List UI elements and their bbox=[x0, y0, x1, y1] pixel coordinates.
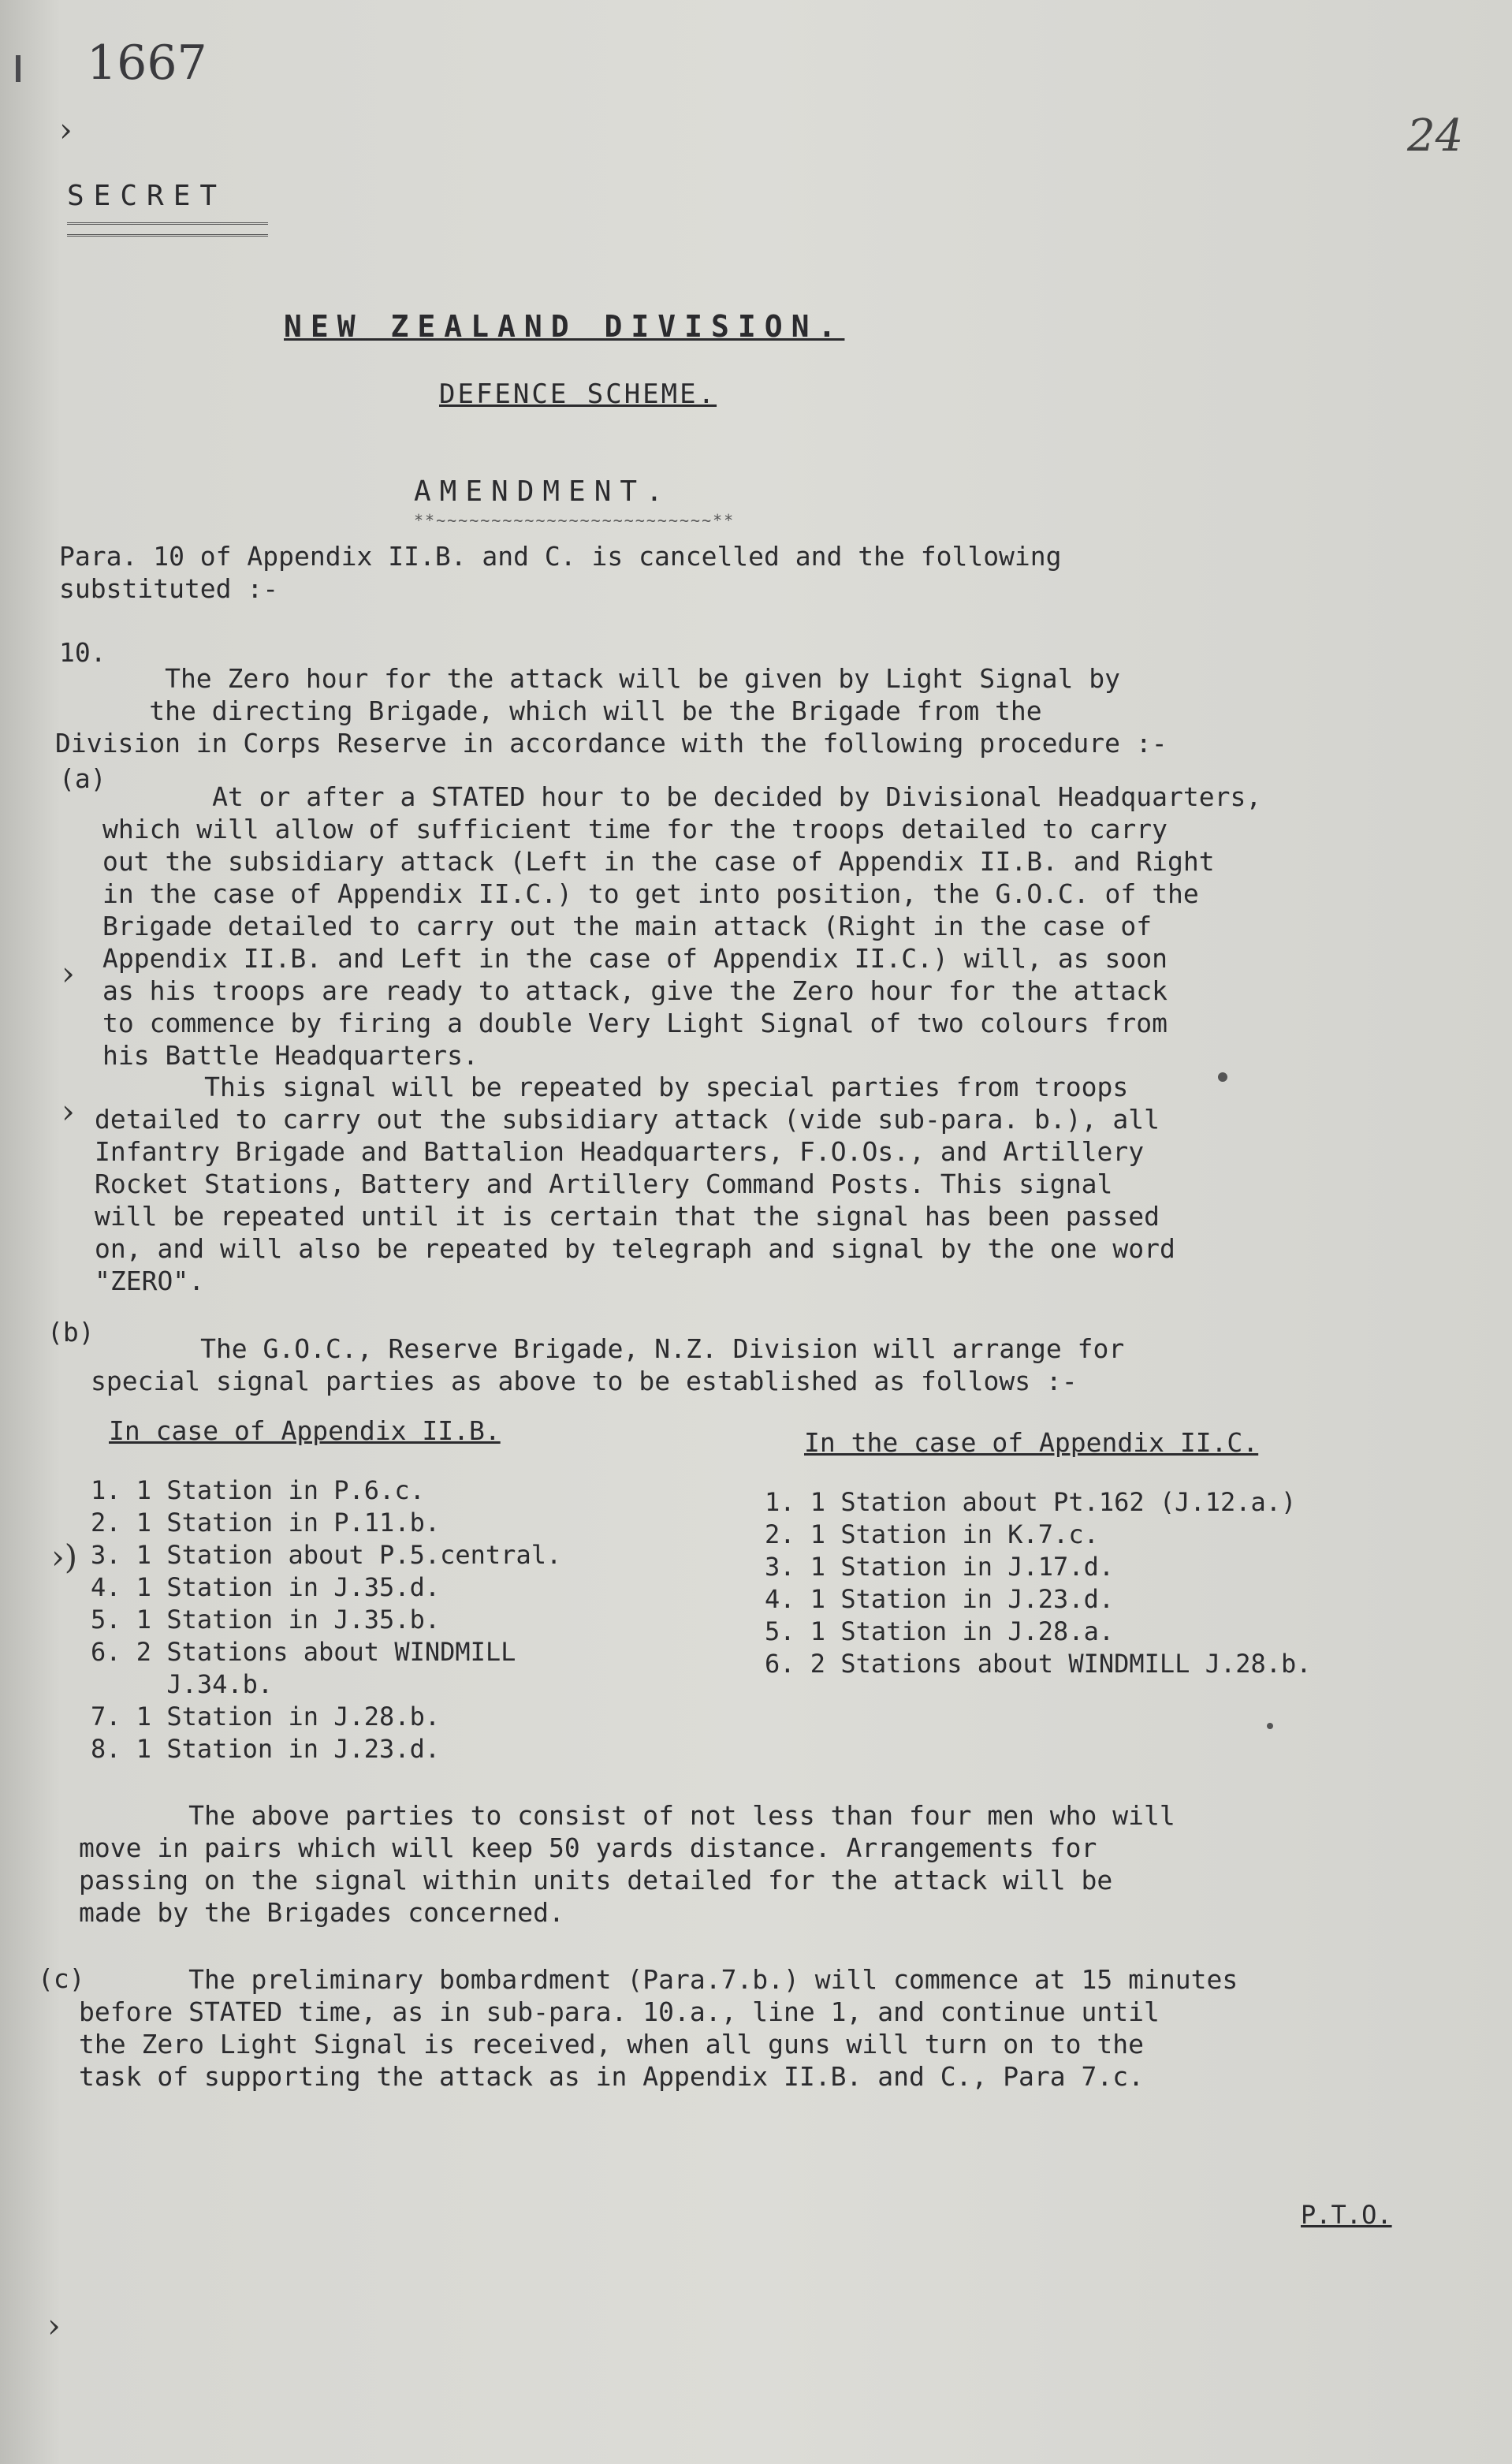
document-title: NEW ZEALAND DIVISION. bbox=[284, 309, 845, 344]
list-item: 8. 1 Station in J.23.d. bbox=[91, 1734, 441, 1764]
list-item: 4. 1 Station in J.23.d. bbox=[765, 1584, 1115, 1614]
column-heading-appendix-c: In the case of Appendix II.C. bbox=[804, 1427, 1259, 1458]
amendment-underline: **~~~~~~~~~~~~~~~~~~~~~~~~~** bbox=[414, 511, 736, 530]
list-item: 1. 1 Station about Pt.162 (J.12.a.) bbox=[765, 1487, 1297, 1517]
list-item: 3. 1 Station in J.17.d. bbox=[765, 1552, 1115, 1582]
reference-number: 1667 bbox=[87, 35, 207, 91]
para-10-number: 10. bbox=[59, 637, 106, 668]
ink-dot bbox=[1267, 1723, 1273, 1729]
amendment-heading: AMENDMENT. bbox=[414, 475, 672, 508]
list-item: 5. 1 Station in J.28.a. bbox=[765, 1616, 1115, 1646]
ink-dot bbox=[1218, 1072, 1227, 1082]
para-b-label: (b) bbox=[47, 1317, 95, 1348]
punch-hole-mark: › bbox=[47, 2306, 61, 2345]
punch-hole-mark: › bbox=[59, 110, 73, 149]
list-item: 3. 1 Station about P.5.central. bbox=[91, 1540, 562, 1570]
list-item: 6. 2 Stations about WINDMILL J.34.b. bbox=[91, 1637, 516, 1699]
list-item: 2. 1 Station in K.7.c. bbox=[765, 1519, 1099, 1549]
punch-hole-mark: ›) bbox=[51, 1538, 78, 1576]
punch-hole-mark: › bbox=[61, 1092, 75, 1131]
page-number: 24 bbox=[1407, 110, 1464, 162]
margin-tick-mark bbox=[16, 55, 20, 82]
classification-label: SECRET bbox=[67, 180, 227, 212]
para-a-text-1: At or after a STATED hour to be decided by Divisional Headquarters, which will allow of sufficient time for the troops detailed to carry out the subsidiary attack (Left in the case of Appendix II.B. and Right in the case of Appendix II.C.) to get into position, the G.O.C. of the Brigade detailed to carry out the main attack (Right in the case of Appendix II.B. and Left in the case of Appendix II.C.) will, as soon as his troops are ready to attack, give the Zero hour for the attack to commence by firing a double Very Light Signal of two colours from his Battle Headquarters. bbox=[102, 781, 1262, 1071]
para-c-text: The preliminary bombardment (Para.7.b.) will commence at 15 minutes before STATED time, as in sub-para. 10.a., line 1, and continue until the Zero Light Signal is received, when all guns will turn on to the task of supporting the attack as in Appendix II.B. and C., Para 7.c. bbox=[79, 1964, 1238, 2092]
list-item: 1. 1 Station in P.6.c. bbox=[91, 1475, 425, 1505]
appendix-b-station-list bbox=[91, 1474, 561, 1765]
para-b-closing-text: The above parties to consist of not less than four men who will move in pairs which will keep 50 yards distance. Arrangements for passing on the signal within units detailed for the attack will be made by the Brigades concerned. bbox=[79, 1800, 1175, 1928]
list-item: 6. 2 Stations about WINDMILL J.28.b. bbox=[765, 1649, 1312, 1679]
intro-paragraph: Para. 10 of Appendix II.B. and C. is cancelled and the following substituted :- bbox=[59, 541, 1062, 604]
please-turn-over: P.T.O. bbox=[1301, 2200, 1392, 2230]
para-a-label: (a) bbox=[59, 763, 106, 794]
para-c-label: (c) bbox=[38, 1963, 85, 1994]
para-10-text: The Zero hour for the attack will be given by Light Signal by the directing Brigade, which will be the Brigade from the Division in Corps Reserve in accordance with the following procedure :- bbox=[55, 663, 1168, 759]
list-item: 2. 1 Station in P.11.b. bbox=[91, 1508, 441, 1538]
punch-hole-mark: › bbox=[61, 954, 75, 993]
para-a-text-2: This signal will be repeated by special parties from troops detailed to carry out the subsidiary attack (vide sub-para. b.), all Infantry Brigade and Battalion Headquarters, F.O.Os., and Artillery Rocket Stations, Battery and Artillery Command Posts. This signal will be repeated until it is certain that the signal has been passed on, and will also be repeated by telegraph and signal by the one word "ZERO". bbox=[95, 1072, 1175, 1296]
appendix-c-station-list bbox=[765, 1486, 1312, 1680]
para-b-text: The G.O.C., Reserve Brigade, N.Z. Division will arrange for special signal parties as above to be established as follows :- bbox=[91, 1333, 1125, 1396]
list-item: 5. 1 Station in J.35.b. bbox=[91, 1605, 441, 1635]
list-item: 7. 1 Station in J.28.b. bbox=[91, 1702, 441, 1732]
column-heading-appendix-b: In case of Appendix II.B. bbox=[109, 1415, 501, 1446]
document-subtitle: DEFENCE SCHEME. bbox=[439, 378, 717, 410]
classification-underline bbox=[67, 222, 268, 237]
list-item: 4. 1 Station in J.35.d. bbox=[91, 1572, 441, 1602]
